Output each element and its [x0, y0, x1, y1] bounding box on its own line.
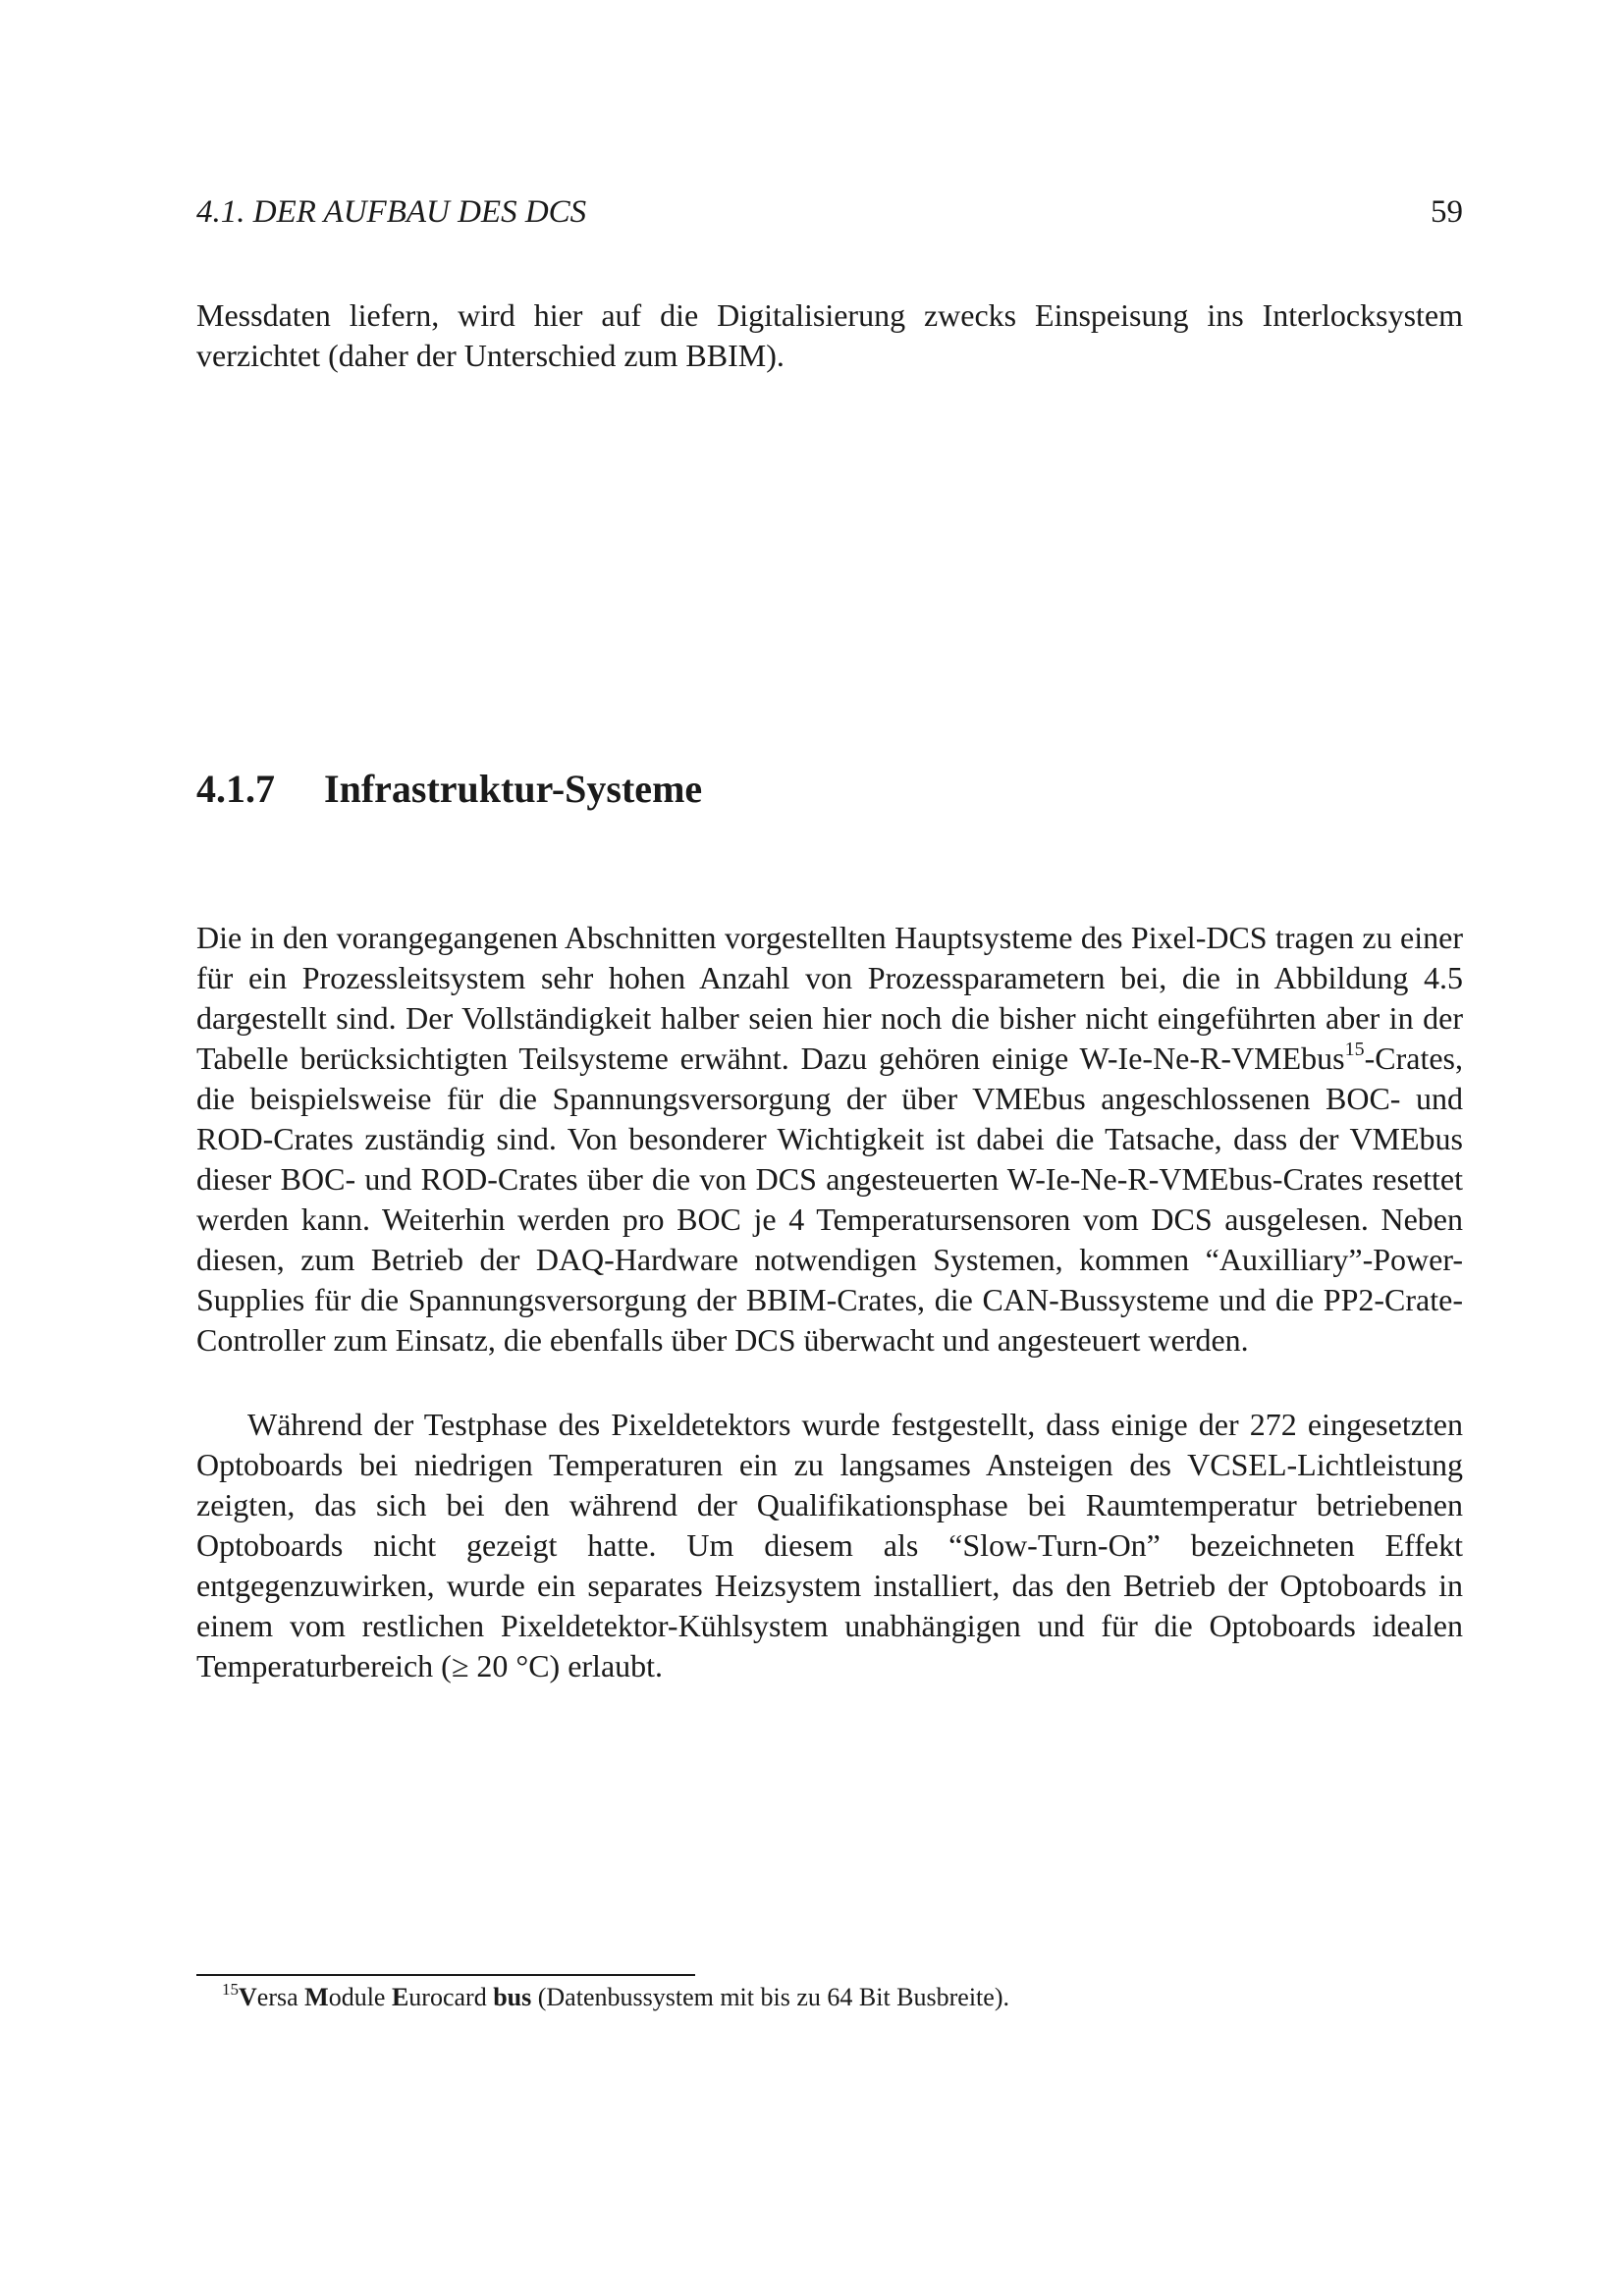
footnote-explanation: (Datenbussystem mit bis zu 64 Bit Busbreite).	[531, 1983, 1009, 2011]
paragraph-text-part-1: Die in den vorangegangenen Abschnitten vorgestellten Hauptsysteme des Pixel-DCS tragen zu einer für ein Prozessleitsystem sehr hohen Anzahl von Prozessparametern bei, die in Abbildung 4.5 dargestellt sind. Der Vollständigkeit halber seien hier noch die bisher nicht eingeführten aber in der Tabelle berücksichtigten Teilsysteme erwähnt. Dazu gehören einige W-Ie-Ne-R-VMEbus	[196, 920, 1463, 1076]
footnote-word-module: odule	[328, 1983, 392, 2011]
paragraph-continued: Messdaten liefern, wird hier auf die Digitalisierung zwecks Einspeisung ins Interlocksystem verzichtet (daher der Unterschied zum BBIM).	[196, 297, 1463, 373]
page-number: 59	[1431, 194, 1463, 230]
section-heading	[196, 766, 702, 812]
footnote-divider	[196, 1974, 695, 1976]
footnote-mark: 15	[222, 1980, 239, 1999]
footnote-reference[interactable]: 15	[1344, 1039, 1365, 1060]
footnote-word-bus: bus	[493, 1983, 532, 2011]
section-number: 4.1.7	[196, 767, 275, 811]
footnote-initial-m: M	[304, 1983, 329, 2011]
footnote-initial-e: E	[391, 1983, 409, 2011]
paragraph-heating-system: Während der Testphase des Pixeldetektors wurde festgestellt, dass einige der 272 eingesetzten Optoboards bei niedrigen Temperaturen ein zu langsames Ansteigen des VCSEL-Lichtleistung zeigten, das sich bei den während der Qualifikationsphase bei Raumtemperatur betriebenen Optoboards nicht gezeigt hatte. Um diesem als “Slow-Turn-On” bezeichneten Effekt entgegenzuwirken, wurde ein separates Heizsystem installiert, das den Betrieb der Optoboards in einem vom restlichen Pixeldetektor-Kühlsystem unabhängigen und für die Optoboards idealen Temperaturbereich (≥ 20 °C) erlaubt.	[196, 1407, 1463, 1683]
footnote-word-versa: ersa	[256, 1983, 305, 2011]
footnote-word-eurocard: urocard	[408, 1983, 494, 2011]
paragraph-infrastructure-intro	[196, 918, 1463, 1361]
footnote	[222, 1980, 1463, 2015]
running-header	[196, 194, 1463, 241]
running-title: 4.1. DER AUFBAU DES DCS	[196, 194, 587, 230]
footnote-initial-v: V	[239, 1983, 257, 2011]
section-title: Infrastruktur-Systeme	[324, 767, 703, 811]
paragraph-text-part-2: -Crates, die beispielsweise für die Spannungsversorgung der über VMEbus angeschlossenen BOC- und ROD-Crates zuständig sind. Von besonderer Wichtigkeit ist dabei die Tatsache, dass der VMEbus dieser BOC- und ROD-Crates über die von DCS angesteuerten W-Ie-Ne-R-VMEbus-Crates resettet werden kann. Weiterhin werden pro BOC je 4 Temperatursensoren vom DCS ausgelesen. Neben diesen, zum Betrieb der DAQ-Hardware notwendigen Systemen, kommen “Auxilliary”-Power-Supplies für die Spannungsversorgung der BBIM-Crates, die CAN-Bussysteme und die PP2-Crate-Controller zum Einsatz, die ebenfalls über DCS überwacht und angesteuert werden.	[196, 1041, 1463, 1358]
